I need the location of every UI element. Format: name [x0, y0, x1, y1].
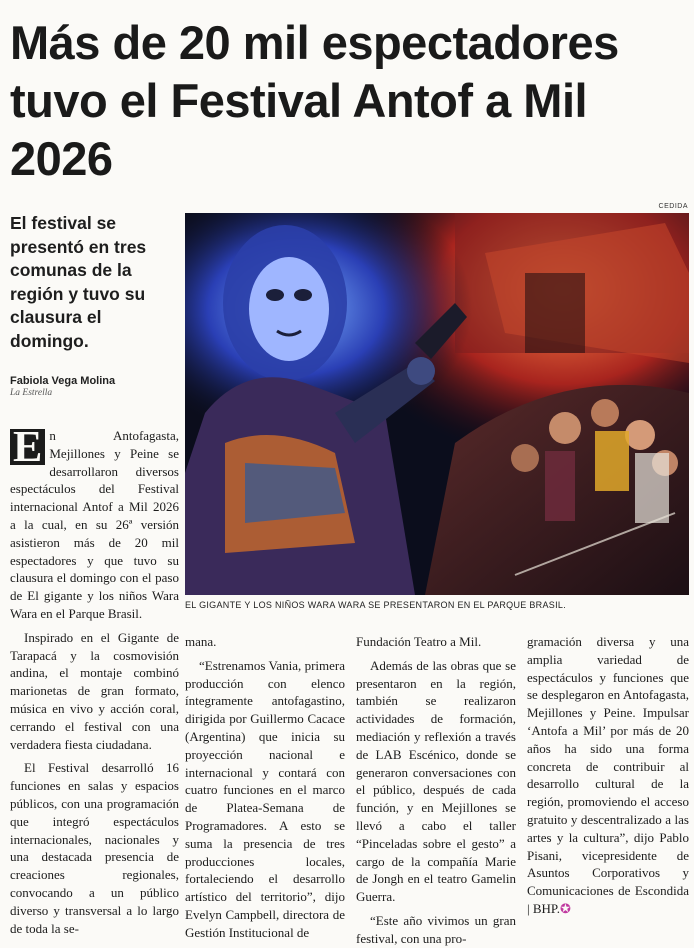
paragraph: Inspirado en el Gigante de Tarapacá y la cosmovisión andina, el montaje combinó marionetas de gran formato, música en vivo y acción coral, cerrando el festival con una verdadera fiesta ciudadana.	[10, 629, 179, 752]
article-column-3	[356, 633, 516, 948]
article-column-2	[185, 633, 345, 942]
byline-author: Fabiola Vega Molina	[10, 375, 116, 387]
photo-caption: EL GIGANTE Y LOS NIÑOS WARA WARA SE PRESENTARON EN EL PARQUE BRASIL.	[185, 600, 566, 610]
paragraph: Además de las obras que se presentaron en la región, también se realizaron actividades de formación, mediación y reflexión a través de LAB Escénico, donde se generaron conversaciones con el público, después de cada función, y en Mejillones se llevó a cabo el taller “Pinceladas sobre el gesto” a cargo de la compañía Marie de Jongh en el teatro Gamelin Guerra.	[356, 657, 516, 905]
paragraph: “Estrenamos Vania, primera producción con elenco íntegramente antofagastino, dirigida por Guillermo Cacace (Argentina) que inicia su proyección nacional e internacional y contará con cuatro funciones en el marco de Platea-Semana de Programadores. A esto se suma la presencia de tres producciones locales, fortaleciendo el desarrollo artístico del territorio”, dijo Evelyn Campbell, directora de Gestión Institucional de	[185, 657, 345, 940]
paragraph: “Este año vivimos un gran festival, con una pro-	[356, 912, 516, 946]
dropcap: E	[10, 429, 45, 465]
article-photo	[185, 213, 689, 595]
article-column-4	[527, 633, 689, 918]
paragraph	[10, 422, 179, 623]
article-column-1	[10, 422, 179, 937]
photo-illustration	[185, 213, 689, 595]
paragraph: mana.	[185, 634, 217, 649]
paragraph: Fundación Teatro a Mil.	[356, 634, 482, 649]
paragraph-text: gramación diversa y una amplia variedad de espectáculos y funciones que se desplegaron en Antofagasta, Mejillones y Peine. Impulsar ‘Antofa a Mil’ por más de 20 años ha sido una forma concreta de contribuir al desarrollo cultural de la región, promoviendo el acceso gratuito y descentralizado a las artes y la cultura”, dijo Pablo Pisani, vicepresidente de Asuntos Corporativos y Comunicaciones de Escondida | BHP.	[527, 634, 689, 916]
photo-credit: CEDIDA	[658, 203, 688, 210]
paragraph: El Festival desarrolló 16 funciones en salas y espacios públicos, con una programación que integró espectáculos internacionales, nacionales y una destacada presencia de creaciones regionales, convocando a un público diverso y transversal a lo largo de toda la se-	[10, 760, 179, 936]
paragraph	[527, 633, 689, 918]
paragraph-text: n Antofagasta, Mejillones y Peine se desarrollaron diversos espectáculos del Festival internacional Antof a Mil 2026 a la cual, en su 26ª versión asistieron más de 20 mil espectadores y que tuvo su clausura el domingo con el paso de El gigante y los niños Wara Wara en el Parque Brasil.	[10, 428, 179, 621]
end-of-article-icon: ✪	[559, 900, 571, 916]
byline-source: La Estrella	[10, 388, 53, 398]
headline: Más de 20 mil espectadores tuvo el Festival Antof a Mil 2026	[10, 16, 619, 185]
subheadline: El festival se presentó en tres comunas de la región y tuvo su clausura el domingo.	[10, 213, 147, 351]
